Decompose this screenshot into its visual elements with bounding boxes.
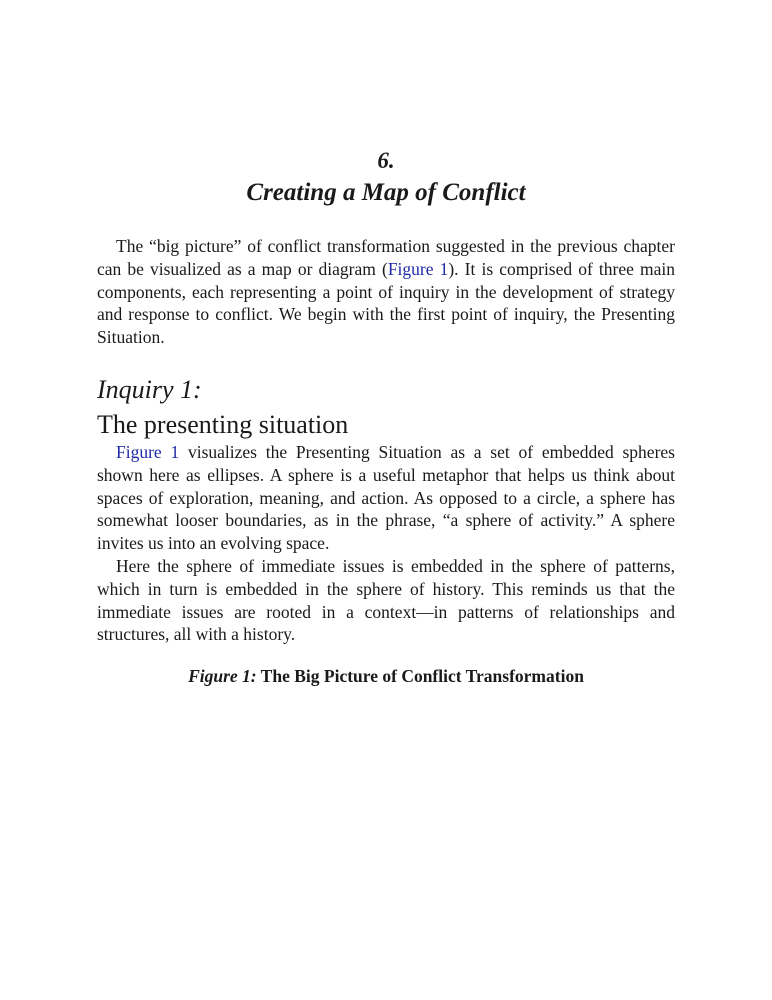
intro-paragraph <box>97 235 675 349</box>
figure-caption-label: Figure 1: <box>188 666 257 686</box>
section-label: Inquiry 1: <box>97 375 202 404</box>
section-heading: The presenting situation <box>97 410 349 439</box>
section-paragraph-1 <box>97 441 675 555</box>
section-paragraph-1-text: visualizes the Presenting Situation as a set of embedded spheres shown here as ellipses. A sphere is a useful metaphor that helps us think about spaces of exploration, meaning, and action. As opposed to a circle, a sphere has somewhat looser boundaries, as in the phrase, “a sphere of activity.” A sphere invites us into an evolving space. <box>97 442 675 554</box>
figure-1-link[interactable]: Figure 1 <box>116 442 180 462</box>
figure-caption-title: The Big Picture of Conflict Transformation <box>256 666 584 686</box>
figure-caption <box>97 664 675 688</box>
section-paragraph-2: Here the sphere of immediate issues is embedded in the sphere of patterns, which in turn is embedded in the sphere of history. This reminds us that the immediate issues are rooted in a context—in patterns of relationships and structures, all with a history. <box>97 556 675 645</box>
figure-1-link[interactable]: Figure 1 <box>387 258 449 279</box>
intro-text-after-link: ). It is comprised of three main components, each representing a point of inquiry in the development of strategy and response to conflict. We begin with the first point of inquiry, the Presenting Situation. <box>97 258 675 348</box>
chapter-number: 6. <box>377 148 395 173</box>
chapter-title: Creating a Map of Conflict <box>246 179 526 206</box>
intro-text-before-link: The “big picture” of conflict transformation suggested in the previous chapter can be visualized as a map or diagram ( <box>97 236 675 279</box>
